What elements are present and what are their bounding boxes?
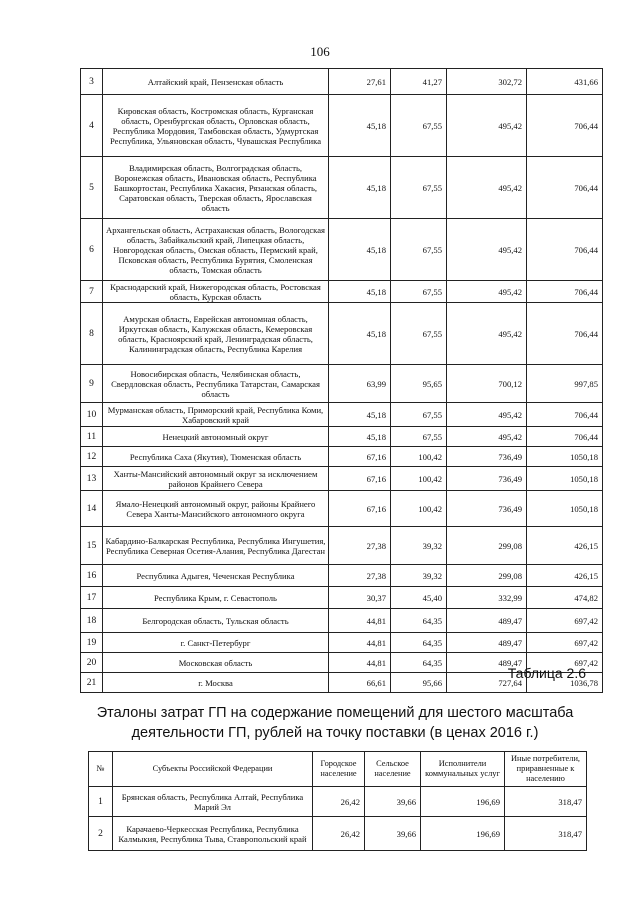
cell-region: Мурманская область, Приморский край, Республика Коми, Хабаровский край bbox=[103, 403, 329, 427]
cell-utilities: 495,42 bbox=[447, 427, 527, 447]
sixth-scale-cost-table bbox=[88, 751, 587, 851]
header-num: № bbox=[89, 752, 113, 787]
table-row bbox=[81, 447, 603, 467]
cell-utilities: 302,72 bbox=[447, 69, 527, 95]
cell-urban: 45,18 bbox=[329, 95, 391, 157]
cell-num: 10 bbox=[81, 403, 103, 427]
cell-rural: 67,55 bbox=[391, 403, 447, 427]
cell-region: Ямало-Ненецкий автономный округ, районы Крайнего Севера Ханты-Мансийского автономного округа bbox=[103, 491, 329, 527]
cell-urban: 67,16 bbox=[329, 467, 391, 491]
cell-urban: 27,38 bbox=[329, 565, 391, 587]
cell-other: 697,42 bbox=[527, 609, 603, 633]
cell-utilities: 196,69 bbox=[421, 817, 505, 851]
cell-other: 706,44 bbox=[527, 219, 603, 281]
cell-rural: 67,55 bbox=[391, 303, 447, 365]
cell-urban: 67,16 bbox=[329, 447, 391, 467]
cell-num: 17 bbox=[81, 587, 103, 609]
cell-utilities: 489,47 bbox=[447, 609, 527, 633]
cell-rural: 45,40 bbox=[391, 587, 447, 609]
cell-other: 997,85 bbox=[527, 365, 603, 403]
cell-other: 1050,18 bbox=[527, 467, 603, 491]
cell-region: Краснодарский край, Нижегородская область, Ростовская область, Курская область bbox=[103, 281, 329, 303]
table-row bbox=[81, 157, 603, 219]
table-header-row bbox=[89, 752, 587, 787]
cell-other: 706,44 bbox=[527, 281, 603, 303]
cell-num: 9 bbox=[81, 365, 103, 403]
cell-rural: 64,35 bbox=[391, 653, 447, 673]
cell-region: Алтайский край, Пензенская область bbox=[103, 69, 329, 95]
table-row bbox=[81, 527, 603, 565]
cell-utilities: 489,47 bbox=[447, 633, 527, 653]
cell-rural: 100,42 bbox=[391, 447, 447, 467]
cell-urban: 45,18 bbox=[329, 157, 391, 219]
page-number: 106 bbox=[310, 44, 330, 59]
cell-rural: 39,66 bbox=[365, 787, 421, 817]
cell-num: 11 bbox=[81, 427, 103, 447]
cell-urban: 45,18 bbox=[329, 219, 391, 281]
cell-utilities: 736,49 bbox=[447, 467, 527, 491]
regional-cost-table-continued bbox=[80, 68, 603, 693]
cell-region: Кировская область, Костромская область, Курганская область, Оренбургская область, Орловская область, Республика Мордовия, Тамбовская область, Удмуртская Республика, Ульяновская область, Чувашская Республика bbox=[103, 95, 329, 157]
cell-other: 318,47 bbox=[505, 817, 587, 851]
cell-utilities: 495,42 bbox=[447, 403, 527, 427]
cell-num: 1 bbox=[89, 787, 113, 817]
cell-region: Республика Адыгея, Чеченская Республика bbox=[103, 565, 329, 587]
cell-urban: 27,61 bbox=[329, 69, 391, 95]
cell-urban: 27,38 bbox=[329, 527, 391, 565]
cell-utilities: 332,99 bbox=[447, 587, 527, 609]
cell-other: 1050,18 bbox=[527, 491, 603, 527]
cell-urban: 45,18 bbox=[329, 427, 391, 447]
cell-other: 1050,18 bbox=[527, 447, 603, 467]
table-row bbox=[81, 609, 603, 633]
header-urban: Городское население bbox=[313, 752, 365, 787]
cell-urban: 45,18 bbox=[329, 281, 391, 303]
cell-other: 706,44 bbox=[527, 303, 603, 365]
header-rural: Сельское население bbox=[365, 752, 421, 787]
cell-region: Брянская область, Республика Алтай, Республика Марий Эл bbox=[113, 787, 313, 817]
table-row bbox=[81, 565, 603, 587]
cell-other: 474,82 bbox=[527, 587, 603, 609]
table-row bbox=[81, 403, 603, 427]
cell-num: 5 bbox=[81, 157, 103, 219]
cell-num: 3 bbox=[81, 69, 103, 95]
cell-other: 697,42 bbox=[527, 633, 603, 653]
cell-other: 706,44 bbox=[527, 427, 603, 447]
cell-region: Кабардино-Балкарская Республика, Республика Ингушетия, Республика Северная Осетия-Алания, Республика Дагестан bbox=[103, 527, 329, 565]
cell-rural: 39,66 bbox=[365, 817, 421, 851]
cell-other: 431,66 bbox=[527, 69, 603, 95]
cell-num: 12 bbox=[81, 447, 103, 467]
cell-urban: 63,99 bbox=[329, 365, 391, 403]
cell-region: Архангельская область, Астраханская область, Вологодская область, Забайкальский край, Липецкая область, Новгородская область, Омская область, Пермский край, Псковская область, Республика Бурятия, Смоленская область, Томская область bbox=[103, 219, 329, 281]
cell-utilities: 736,49 bbox=[447, 447, 527, 467]
cell-rural: 39,32 bbox=[391, 565, 447, 587]
cell-other: 1036,78 bbox=[527, 673, 603, 693]
table-title: Эталоны затрат ГП на содержание помещений для шестого масштаба деятельности ГП, рублей на точку поставки (в ценах 2016 г.) bbox=[96, 705, 574, 741]
cell-num: 19 bbox=[81, 633, 103, 653]
cell-other: 706,44 bbox=[527, 95, 603, 157]
cell-utilities: 495,42 bbox=[447, 95, 527, 157]
cell-rural: 95,66 bbox=[391, 673, 447, 693]
cell-rural: 64,35 bbox=[391, 609, 447, 633]
cell-num: 2 bbox=[89, 817, 113, 851]
cell-utilities: 495,42 bbox=[447, 219, 527, 281]
cell-urban: 45,18 bbox=[329, 403, 391, 427]
cell-region: г. Москва bbox=[103, 673, 329, 693]
cell-utilities: 495,42 bbox=[447, 281, 527, 303]
cell-num: 20 bbox=[81, 653, 103, 673]
cell-utilities: 489,47 bbox=[447, 653, 527, 673]
cell-rural: 67,55 bbox=[391, 95, 447, 157]
cell-num: 14 bbox=[81, 491, 103, 527]
cell-region: Новосибирская область, Челябинская область, Свердловская область, Республика Татарстан, Самарская область bbox=[103, 365, 329, 403]
cell-rural: 67,55 bbox=[391, 281, 447, 303]
cell-region: Карачаево-Черкесская Республика, Республика Калмыкия, Республика Тыва, Ставропольский край bbox=[113, 817, 313, 851]
cell-utilities: 736,49 bbox=[447, 491, 527, 527]
cell-region: г. Санкт-Петербург bbox=[103, 633, 329, 653]
cell-num: 15 bbox=[81, 527, 103, 565]
cell-other: 426,15 bbox=[527, 565, 603, 587]
cell-utilities: 196,69 bbox=[421, 787, 505, 817]
cell-num: 4 bbox=[81, 95, 103, 157]
cell-rural: 64,35 bbox=[391, 633, 447, 653]
cell-urban: 44,81 bbox=[329, 653, 391, 673]
cell-rural: 67,55 bbox=[391, 219, 447, 281]
table-row bbox=[81, 95, 603, 157]
cell-urban: 26,42 bbox=[313, 817, 365, 851]
cell-utilities: 299,08 bbox=[447, 527, 527, 565]
cell-region: Ханты-Мансийский автономный округ за исключением районов Крайнего Севера bbox=[103, 467, 329, 491]
header-other: Иные потребители, приравненные к населению bbox=[505, 752, 587, 787]
table-row bbox=[81, 467, 603, 491]
cell-region: Ненецкий автономный округ bbox=[103, 427, 329, 447]
cell-region: Белгородская область, Тульская область bbox=[103, 609, 329, 633]
cell-num: 13 bbox=[81, 467, 103, 491]
cell-other: 426,15 bbox=[527, 527, 603, 565]
header-region: Субъекты Российской Федерации bbox=[113, 752, 313, 787]
cell-num: 7 bbox=[81, 281, 103, 303]
cell-utilities: 495,42 bbox=[447, 303, 527, 365]
table-row bbox=[89, 787, 587, 817]
cell-region: Амурская область, Еврейская автономная область, Иркутская область, Калужская область, Кемеровская область, Красноярский край, Ленинградская область, Калининградская область, Республика Карелия bbox=[103, 303, 329, 365]
table-row bbox=[81, 219, 603, 281]
cell-num: 8 bbox=[81, 303, 103, 365]
cell-urban: 26,42 bbox=[313, 787, 365, 817]
cell-urban: 67,16 bbox=[329, 491, 391, 527]
cell-num: 21 bbox=[81, 673, 103, 693]
cell-urban: 66,61 bbox=[329, 673, 391, 693]
cell-utilities: 299,08 bbox=[447, 565, 527, 587]
cell-region: Республика Саха (Якутия), Тюменская область bbox=[103, 447, 329, 467]
cell-rural: 67,55 bbox=[391, 427, 447, 447]
cell-region: Владимирская область, Волгоградская область, Воронежская область, Ивановская область, Республика Башкортостан, Республика Хакасия, Рязанская область, Саратовская область, Тверская область, Ярославская область bbox=[103, 157, 329, 219]
cell-urban: 44,81 bbox=[329, 633, 391, 653]
table-row bbox=[81, 365, 603, 403]
table-row bbox=[81, 427, 603, 447]
cell-num: 6 bbox=[81, 219, 103, 281]
cell-other: 697,42 bbox=[527, 653, 603, 673]
cell-rural: 67,55 bbox=[391, 157, 447, 219]
table-row bbox=[81, 491, 603, 527]
cell-rural: 95,65 bbox=[391, 365, 447, 403]
table-row bbox=[81, 281, 603, 303]
cell-other: 318,47 bbox=[505, 787, 587, 817]
cell-rural: 100,42 bbox=[391, 491, 447, 527]
cell-urban: 44,81 bbox=[329, 609, 391, 633]
cell-urban: 30,37 bbox=[329, 587, 391, 609]
table-row bbox=[81, 587, 603, 609]
table-label: Таблица 2.6 bbox=[507, 665, 586, 681]
table-row bbox=[81, 303, 603, 365]
cell-rural: 100,42 bbox=[391, 467, 447, 491]
cell-other: 706,44 bbox=[527, 403, 603, 427]
table-row bbox=[81, 69, 603, 95]
cell-urban: 45,18 bbox=[329, 303, 391, 365]
table-row bbox=[81, 633, 603, 653]
cell-utilities: 727,64 bbox=[447, 673, 527, 693]
table-row bbox=[89, 817, 587, 851]
cell-utilities: 700,12 bbox=[447, 365, 527, 403]
cell-rural: 41,27 bbox=[391, 69, 447, 95]
cell-other: 706,44 bbox=[527, 157, 603, 219]
cell-utilities: 495,42 bbox=[447, 157, 527, 219]
cell-region: Республика Крым, г. Севастополь bbox=[103, 587, 329, 609]
cell-num: 16 bbox=[81, 565, 103, 587]
cell-region: Московская область bbox=[103, 653, 329, 673]
cell-rural: 39,32 bbox=[391, 527, 447, 565]
cell-num: 18 bbox=[81, 609, 103, 633]
header-utilities: Исполнители коммунальных услуг bbox=[421, 752, 505, 787]
